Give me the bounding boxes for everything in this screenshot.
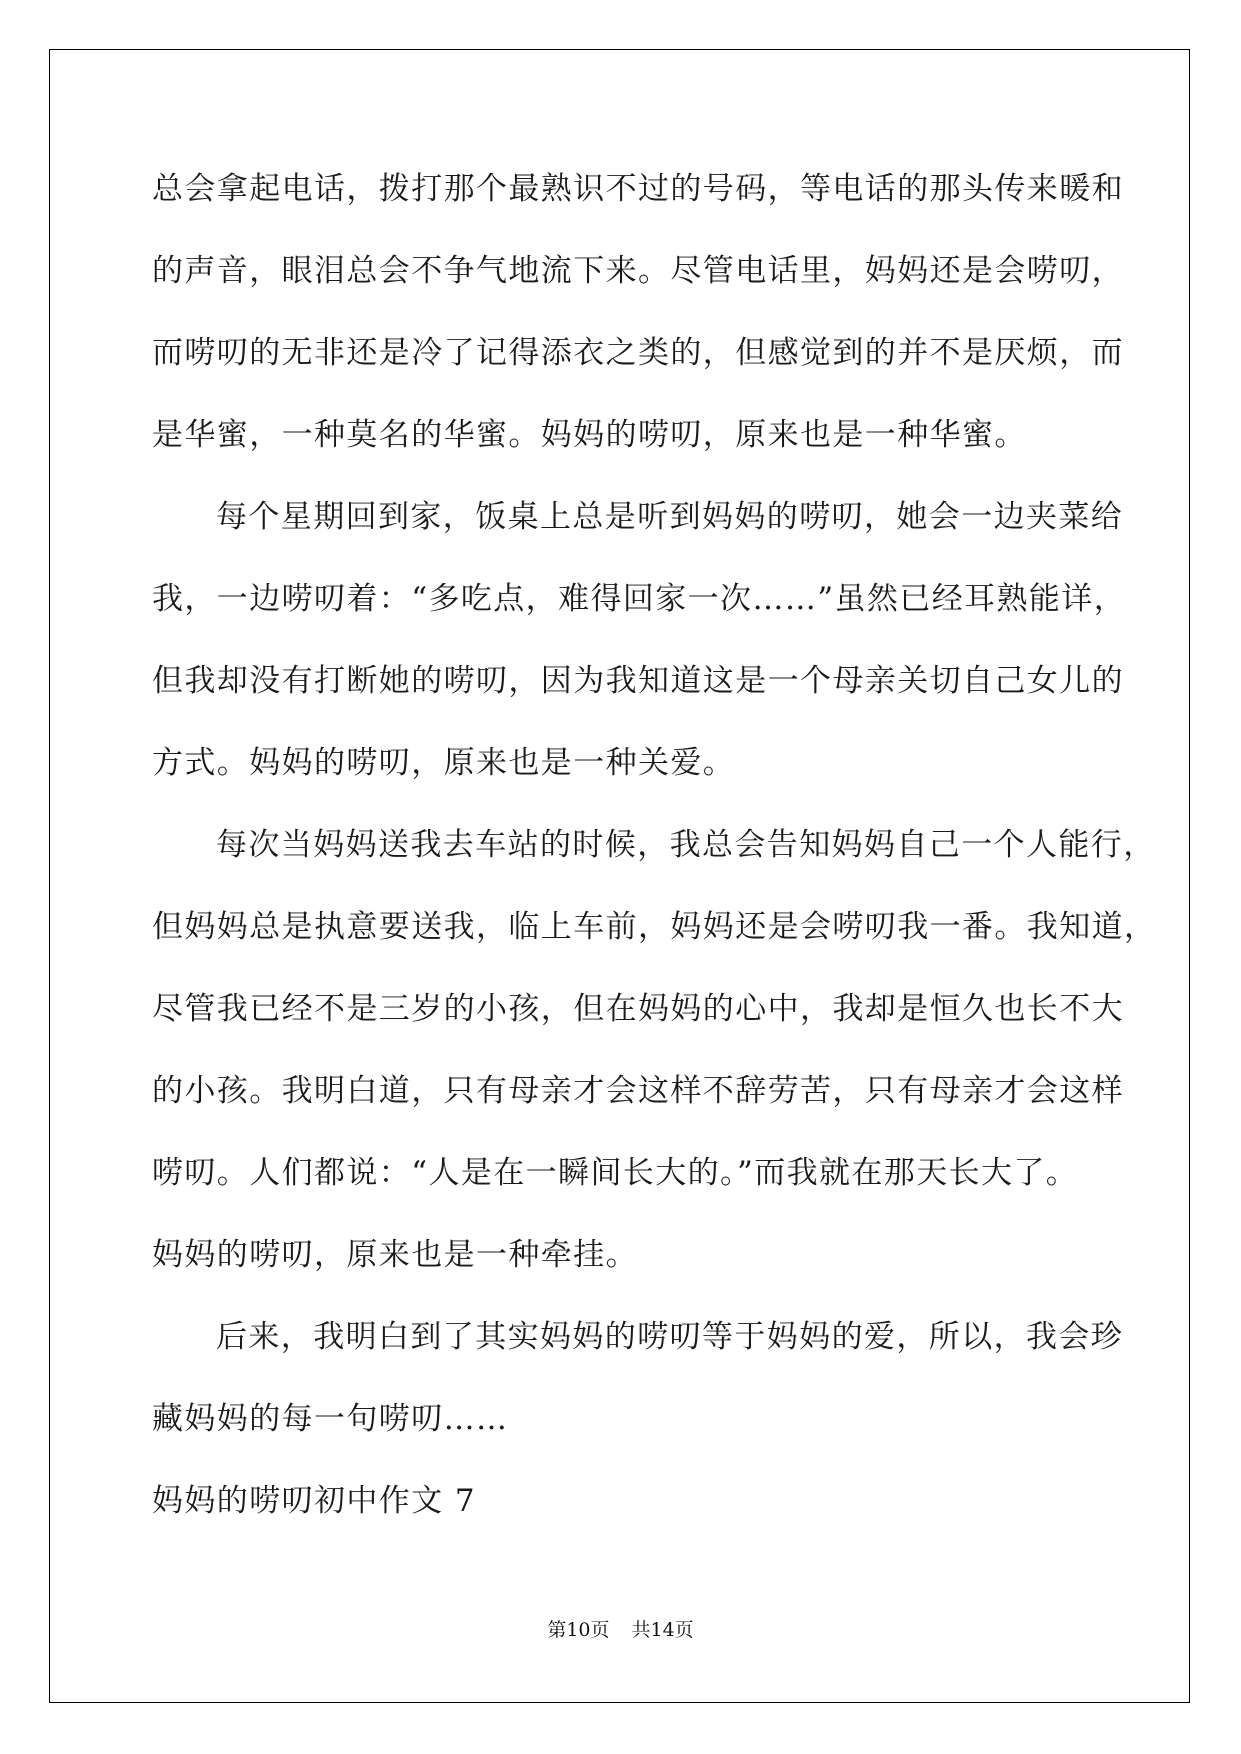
text-line: 方式。妈妈的唠叨，原来也是一种关爱。 xyxy=(152,745,736,781)
paragraph xyxy=(152,162,1124,490)
text-line: 的小孩。我明白道，只有母亲才会这样不辞劳苦，只有母亲才会这样 xyxy=(152,1073,1124,1109)
text-line: 而唠叨的无非还是冷了记得添衣之类的，但感觉到的并不是厌烦，而 xyxy=(152,335,1124,371)
text-line: 每次当妈妈送我去车站的时候，我总会告知妈妈自己一个人能行， xyxy=(216,827,1156,863)
text-line: 妈妈的唠叨，原来也是一种牵挂。 xyxy=(152,1237,638,1273)
paragraph xyxy=(152,818,1157,1310)
text-line: 总会拿起电话，拨打那个最熟识不过的号码，等电话的那头传来暖和 xyxy=(152,171,1124,207)
page-footer xyxy=(0,1618,1241,1642)
text-line: 每个星期回到家，饭桌上总是听到妈妈的唠叨，她会一边夹菜给 xyxy=(216,499,1124,535)
text-line: 唠叨。人们都说：“人是在一瞬间长大的。”而我就在那天长大了。 xyxy=(152,1155,1079,1191)
text-line: 后来，我明白到了其实妈妈的唠叨等于妈妈的爱，所以，我会珍 xyxy=(216,1319,1124,1355)
text-line: 但妈妈总是执意要送我，临上车前，妈妈还是会唠叨我一番。我知道， xyxy=(152,909,1157,945)
text-line: 我，一边唠叨着：“多吃点，难得回家一次……”虽然已经耳熟能详， xyxy=(152,581,1127,617)
section-heading: 妈妈的唠叨初中作文 7 xyxy=(152,1483,476,1519)
page-number-total: 共14页 xyxy=(631,1619,694,1641)
paragraph xyxy=(152,1310,1124,1474)
text-line: 藏妈妈的每一句唠叨…… xyxy=(152,1401,509,1437)
page-number-current: 第10页 xyxy=(547,1619,610,1641)
text-line: 的声音，眼泪总会不争气地流下来。尽管电话里，妈妈还是会唠叨， xyxy=(152,253,1124,289)
text-line: 是华蜜，一种莫名的华蜜。妈妈的唠叨，原来也是一种华蜜。 xyxy=(152,417,1027,453)
text-line: 但我却没有打断她的唠叨，因为我知道这是一个母亲关切自己女儿的 xyxy=(152,663,1124,699)
document-body xyxy=(152,162,1157,1556)
text-line: 尽管我已经不是三岁的小孩，但在妈妈的心中，我却是恒久也长不大 xyxy=(152,991,1124,1027)
paragraph xyxy=(152,490,1127,818)
